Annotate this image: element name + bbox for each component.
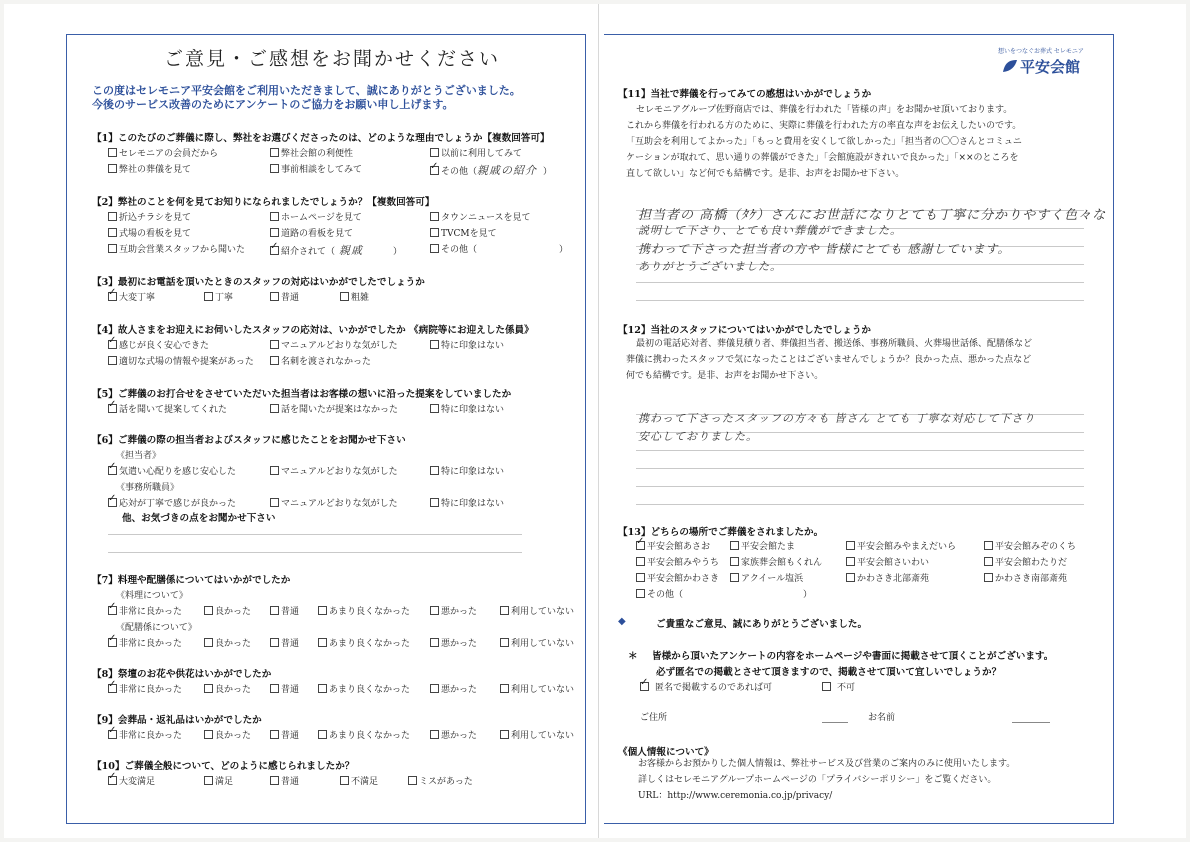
checkbox[interactable] bbox=[500, 638, 509, 647]
q6-staff-opt-no-impression[interactable]: 特に印象はない bbox=[430, 464, 504, 477]
q8-opt-5[interactable]: 利用していない bbox=[500, 682, 574, 695]
q6-staff-opt-caring[interactable]: ✓気遣い心配りを感じ安心した bbox=[108, 464, 236, 477]
brand-tagline: 想いをつなぐお葬式 セレモニア bbox=[998, 48, 1084, 55]
q11-body-1: セレモニアグループ佐野商店では、葬儀を行われた「皆様の声」をお聞かせ頂いております。 bbox=[636, 105, 1013, 115]
checkbox[interactable] bbox=[984, 557, 993, 566]
q2-opt-flyer[interactable]: 折込チラシを見て bbox=[108, 210, 191, 223]
checkbox[interactable] bbox=[636, 573, 645, 582]
q2-opt-sales-staff[interactable]: 互助会営業スタッフから聞いた bbox=[108, 242, 245, 255]
checkbox[interactable] bbox=[500, 606, 509, 615]
address-label: ご住所 bbox=[640, 713, 668, 723]
checkbox-checked[interactable] bbox=[108, 638, 117, 647]
q7-sub-food: 《料理について》 bbox=[116, 591, 188, 601]
q10-opt-very-satisfied[interactable]: ✓大変満足 bbox=[108, 774, 155, 787]
checkbox[interactable] bbox=[822, 682, 831, 691]
q7-serve-opt-0[interactable]: ✓非常に良かった bbox=[108, 636, 182, 649]
q8-opt-2[interactable]: 普通 bbox=[270, 682, 299, 695]
q9-opt-4[interactable]: 悪かった bbox=[430, 728, 477, 741]
q13-opt-other[interactable]: その他（ ） bbox=[636, 587, 812, 600]
q10-opt-dissatisfied[interactable]: 不満足 bbox=[340, 774, 378, 787]
checkbox[interactable] bbox=[270, 684, 279, 693]
q12-line-5[interactable] bbox=[636, 486, 1084, 487]
checkbox[interactable] bbox=[984, 573, 993, 582]
checkbox[interactable] bbox=[430, 148, 439, 157]
q2-opt-other[interactable]: その他（ ） bbox=[430, 242, 568, 255]
q3-opt-very-polite[interactable]: ✓大変丁寧 bbox=[108, 290, 155, 303]
q6-answer-line-2[interactable] bbox=[108, 552, 522, 553]
checkbox[interactable] bbox=[636, 589, 645, 598]
logo-leaf-icon bbox=[1002, 59, 1018, 73]
intro-line-2: 今後のサービス改善のためにアンケートのご協力をお願い申し上げます。 bbox=[92, 98, 454, 111]
q11-handwritten-3: 携わって下さった担当者の方や 皆様にとても 感謝しています。 bbox=[638, 242, 1011, 256]
checkbox[interactable] bbox=[270, 212, 279, 221]
q11-body-2: これから葬儀を行われる方のために、実際に葬儀を行われた方の率直な声をお伝えしたいのです。 bbox=[626, 121, 1022, 131]
q1-opt-convenience[interactable]: 弊社会館の利便性 bbox=[270, 146, 353, 159]
q6-other-label: 他、お気づきの点をお聞かせ下さい bbox=[122, 513, 276, 524]
checkbox[interactable] bbox=[318, 606, 327, 615]
q11-label: 【11】当社で葬儀を行ってみての感想はいかがでしょうか bbox=[618, 89, 872, 100]
q9-opt-0[interactable]: ✓非常に良かった bbox=[108, 728, 182, 741]
q13-opt-kawasaki[interactable]: 平安会館かわさき bbox=[636, 571, 719, 584]
q4-label: 【4】故人さまをお迎えにお伺いしたスタッフの応対は、いかがでしたか 《病院等にお迎えした係員》 bbox=[92, 325, 534, 336]
checkbox-checked[interactable] bbox=[108, 404, 117, 413]
q7-serve-opt-4[interactable]: 悪かった bbox=[430, 636, 477, 649]
checkbox[interactable] bbox=[270, 606, 279, 615]
q1-other-handwritten: 親戚の紹介 bbox=[477, 164, 538, 177]
privacy-line-2: 詳しくはセレモニアグループホームページの「プライバシーポリシー」をご覧ください。 bbox=[638, 775, 997, 785]
q4-opt-no-card[interactable]: 名刺を渡されなかった bbox=[270, 354, 371, 367]
q13-opt-watarida[interactable]: 平安会館わたりだ bbox=[984, 555, 1067, 568]
q4-opt-hall-info[interactable]: 適切な式場の情報や提案があった bbox=[108, 354, 254, 367]
q9-opt-2[interactable]: 普通 bbox=[270, 728, 299, 741]
q7-food-opt-3[interactable]: あまり良くなかった bbox=[318, 604, 410, 617]
checkbox[interactable] bbox=[204, 606, 213, 615]
q7-food-opt-1[interactable]: 良かった bbox=[204, 604, 251, 617]
q7-serve-opt-2[interactable]: 普通 bbox=[270, 636, 299, 649]
q12-line-6[interactable] bbox=[636, 504, 1084, 505]
checkbox[interactable] bbox=[318, 638, 327, 647]
q8-opt-4[interactable]: 悪かった bbox=[430, 682, 477, 695]
checkbox[interactable] bbox=[204, 638, 213, 647]
privacy-url[interactable]: URL：http://www.ceremonia.co.jp/privacy/ bbox=[638, 791, 833, 801]
survey-sheet bbox=[4, 4, 1186, 838]
checkbox[interactable] bbox=[984, 541, 993, 550]
q1-opt-member[interactable]: セレモニアの会員だから bbox=[108, 146, 218, 159]
q3-opt-rough[interactable]: 粗雑 bbox=[340, 290, 369, 303]
q3-opt-normal[interactable]: 普通 bbox=[270, 290, 299, 303]
q8-opt-0[interactable]: ✓非常に良かった bbox=[108, 682, 182, 695]
q5-opt-no-impression[interactable]: 特に印象はない bbox=[430, 402, 504, 415]
q12-body-1: 最初の電話応対者、葬儀見積り者、葬儀担当者、搬送係、事務所職員、火葬場世話係、配膳係など bbox=[636, 339, 1033, 349]
checkbox[interactable] bbox=[430, 498, 439, 507]
q6-office-opt-manual[interactable]: マニュアルどおりな気がした bbox=[270, 496, 398, 509]
q10-opt-mistake[interactable]: ミスがあった bbox=[408, 774, 473, 787]
checkbox[interactable] bbox=[430, 730, 439, 739]
publish-line-1: 皆様から頂いたアンケートの内容をホームページや書面に掲載させて頂くことがございます。 bbox=[652, 651, 1054, 662]
diamond-icon: ◆ bbox=[618, 616, 626, 627]
checkbox[interactable] bbox=[270, 776, 279, 785]
q12-line-4[interactable] bbox=[636, 468, 1084, 469]
checkbox-checked[interactable] bbox=[108, 466, 117, 475]
q6-staff-opt-manual[interactable]: マニュアルどおりな気がした bbox=[270, 464, 398, 477]
checkbox[interactable] bbox=[408, 776, 417, 785]
q11-body-5: 直して欲しい」など何でも結構です。是非、お声をお聞かせ下さい。 bbox=[626, 169, 905, 179]
q12-body-2: 葬儀に携わったスタッフで気になったことはございませんでしょうか？良かった点、悪かった点など bbox=[626, 355, 1032, 365]
q11-body-3: 「互助会を利用してよかった」「もっと費用を安くして欲しかった」「担当者の〇〇さんとコミュニ bbox=[626, 137, 1022, 147]
checkbox[interactable] bbox=[204, 292, 213, 301]
q13-opt-mizonokuchi[interactable]: 平安会館みぞのくち bbox=[984, 539, 1076, 552]
q13-opt-south-saien[interactable]: かわさき南部斎苑 bbox=[984, 571, 1067, 584]
checkbox-checked[interactable] bbox=[430, 166, 439, 175]
q9-opt-3[interactable]: あまり良くなかった bbox=[318, 728, 410, 741]
q11-line-6[interactable] bbox=[636, 300, 1084, 301]
checkbox[interactable] bbox=[500, 730, 509, 739]
publish-opt-no[interactable]: 不可 bbox=[822, 680, 855, 693]
checkbox[interactable] bbox=[500, 684, 509, 693]
q11-handwritten-2: 説明して下さり、とても良い葬儀ができました。 bbox=[638, 224, 902, 237]
checkbox[interactable] bbox=[270, 228, 279, 237]
q7-sub-serving: 《配膳係について》 bbox=[116, 623, 197, 633]
q2-label: 【2】弊社のことを何を見てお知りになられましたでしょうか？【複数回答可】 bbox=[92, 197, 435, 208]
q13-label: 【13】どちらの場所でご葬儀をされましたか。 bbox=[618, 527, 824, 538]
q6-label: 【6】ご葬儀の際の担当者およびスタッフに感じたことをお聞かせ下さい bbox=[92, 435, 406, 446]
q2-opt-homepage[interactable]: ホームページを見て bbox=[270, 210, 362, 223]
checkbox-checked[interactable] bbox=[108, 776, 117, 785]
checkbox[interactable] bbox=[270, 356, 279, 365]
publish-line-2: 必ず匿名での掲載とさせて頂きますので、掲載させて頂いて宜しいでしょうか？ bbox=[656, 667, 1002, 678]
checkbox[interactable] bbox=[108, 228, 117, 237]
q12-handwritten-1: 携わって下さったスタッフの方々も 皆さん とても 丁寧な対応して下さり bbox=[638, 412, 1036, 425]
q6-sub-office: 《事務所職員》 bbox=[116, 483, 180, 493]
q5-label: 【5】ご葬儀のお打合せをさせていただいた担当者はお客様の想いに沿った提案をしていましたか bbox=[92, 389, 512, 400]
name-label: お名前 bbox=[868, 713, 896, 723]
privacy-title: 《個人情報について》 bbox=[618, 747, 714, 758]
q13-opt-asao[interactable]: ✓平安会館あさお bbox=[636, 539, 710, 552]
q12-label: 【12】当社のスタッフについてはいかがでしたでしょうか bbox=[618, 325, 872, 336]
q13-opt-accueil[interactable]: アクイール塩浜 bbox=[730, 571, 803, 584]
checkbox-checked[interactable] bbox=[636, 541, 645, 550]
q1-opt-saw-funeral[interactable]: 弊社の葬儀を見て bbox=[108, 162, 191, 175]
checkbox[interactable] bbox=[204, 730, 213, 739]
q2-opt-tvcm[interactable]: TVCMを見て bbox=[430, 226, 497, 239]
checkbox[interactable] bbox=[430, 404, 439, 413]
q10-opt-normal[interactable]: 普通 bbox=[270, 774, 299, 787]
checkbox[interactable] bbox=[108, 356, 117, 365]
q7-food-opt-5[interactable]: 利用していない bbox=[500, 604, 574, 617]
q12-handwritten-2: 安心しておりました。 bbox=[638, 430, 758, 443]
q7-food-opt-0[interactable]: ✓非常に良かった bbox=[108, 604, 182, 617]
checkbox[interactable] bbox=[270, 730, 279, 739]
q11-handwritten-1: 担当者の 高橋（ﾀｹ）さんにお世話になりとても丁寧に分かりやすく色々な bbox=[638, 208, 1107, 223]
q8-opt-1[interactable]: 良かった bbox=[204, 682, 251, 695]
q6-office-opt-polite[interactable]: ✓応対が丁寧で感じが良かった bbox=[108, 496, 236, 509]
q2-referral-handwritten: 親戚 bbox=[339, 244, 364, 257]
q7-serve-opt-3[interactable]: あまり良くなかった bbox=[318, 636, 410, 649]
thanks-text: ご貴重なご意見、誠にありがとうございました。 bbox=[656, 619, 868, 630]
checkbox-checked[interactable] bbox=[108, 730, 117, 739]
q12-line-3[interactable] bbox=[636, 450, 1084, 451]
q9-opt-5[interactable]: 利用していない bbox=[500, 728, 574, 741]
q4-opt-manual[interactable]: マニュアルどおりな気がした bbox=[270, 338, 398, 351]
q6-answer-line-1[interactable] bbox=[108, 534, 522, 535]
checkbox[interactable] bbox=[430, 340, 439, 349]
checkbox[interactable] bbox=[108, 244, 117, 253]
q2-opt-referral[interactable]: ✓ 紹介されて（ 親戚 ） bbox=[270, 242, 402, 258]
brand-logo bbox=[1002, 58, 1018, 77]
q7-food-opt-2[interactable]: 普通 bbox=[270, 604, 299, 617]
checkbox[interactable] bbox=[430, 212, 439, 221]
privacy-line-1: お客様からお預かりした個人情報は、弊社サービス及び営業のご案内のみに使用いたします。 bbox=[638, 759, 1016, 769]
q1-opt-used-before[interactable]: 以前に利用してみて bbox=[430, 146, 522, 159]
checkbox-checked[interactable] bbox=[108, 606, 117, 615]
checkbox[interactable] bbox=[108, 212, 117, 221]
checkbox-checked[interactable] bbox=[108, 292, 117, 301]
q2-opt-road-sign[interactable]: 道路の看板を見て bbox=[270, 226, 353, 239]
checkbox-checked[interactable] bbox=[108, 498, 117, 507]
q11-handwritten-4: ありがとうございました。 bbox=[638, 260, 782, 273]
publish-opt-anonymous[interactable]: ✓匿名で掲載するのであれば可 bbox=[640, 680, 772, 693]
page-fold bbox=[598, 4, 599, 838]
checkbox[interactable] bbox=[270, 466, 279, 475]
checkbox[interactable] bbox=[340, 292, 349, 301]
checkbox[interactable] bbox=[270, 148, 279, 157]
checkbox[interactable] bbox=[270, 292, 279, 301]
q1-label: 【1】このたびのご葬儀に際し、弊社をお選びくださったのは、どのような理由でしょうか【複数回答可】 bbox=[92, 133, 550, 144]
q10-label: 【10】ご葬儀全般について、どのように感じられましたか？ bbox=[92, 761, 355, 772]
q6-sub-staff: 《担当者》 bbox=[116, 451, 162, 461]
address-field[interactable] bbox=[822, 722, 848, 723]
q13-opt-saiwai[interactable]: 平安会館さいわい bbox=[846, 555, 929, 568]
checkbox[interactable] bbox=[430, 244, 439, 253]
page-title: ご意見・ご感想をお聞かせください bbox=[164, 48, 501, 70]
checkbox[interactable] bbox=[730, 557, 739, 566]
q4-opt-no-impression[interactable]: 特に印象はない bbox=[430, 338, 504, 351]
q13-opt-mokuren[interactable]: 家族葬会館もくれん bbox=[730, 555, 822, 568]
q11-line-5[interactable] bbox=[636, 282, 1084, 283]
q3-label: 【3】最初にお電話を頂いたときのスタッフの対応はいかがでしたでしょうか bbox=[92, 277, 425, 288]
intro-line-1: この度はセレモニア平安会館をご利用いただきまして、誠にありがとうございました。 bbox=[92, 84, 521, 97]
asterisk-icon: ＊ bbox=[628, 651, 638, 662]
q7-label: 【7】料理や配膳係についてはいかがでしたか bbox=[92, 575, 291, 586]
q13-opt-tama[interactable]: 平安会館たま bbox=[730, 539, 795, 552]
checkbox[interactable] bbox=[430, 638, 439, 647]
q5-opt-no-proposal[interactable]: 話を聞いたが提案はなかった bbox=[270, 402, 398, 415]
q2-opt-town-news[interactable]: タウンニュースを見て bbox=[430, 210, 531, 223]
q8-label: 【8】祭壇のお花や供花はいかがでしたか bbox=[92, 669, 272, 680]
checkbox[interactable] bbox=[430, 606, 439, 615]
q1-opt-consult[interactable]: 事前相談をしてみて bbox=[270, 162, 362, 175]
q10-opt-satisfied[interactable]: 満足 bbox=[204, 774, 233, 787]
checkbox[interactable] bbox=[204, 684, 213, 693]
checkbox[interactable] bbox=[108, 164, 117, 173]
q9-opt-1[interactable]: 良かった bbox=[204, 728, 251, 741]
checkbox-checked[interactable] bbox=[270, 246, 279, 255]
q7-serve-opt-1[interactable]: 良かった bbox=[204, 636, 251, 649]
checkbox-checked[interactable] bbox=[640, 682, 649, 691]
checkbox-checked[interactable] bbox=[108, 684, 117, 693]
q13-opt-north-saien[interactable]: かわさき北部斎苑 bbox=[846, 571, 929, 584]
q12-body-3: 何でも結構です。是非、お声をお聞かせ下さい。 bbox=[626, 371, 824, 381]
q2-opt-hall-sign[interactable]: 式場の看板を見て bbox=[108, 226, 191, 239]
checkbox[interactable] bbox=[270, 638, 279, 647]
q4-opt-reassured[interactable]: ✓感じが良く安心できた bbox=[108, 338, 209, 351]
q13-opt-miyauchi[interactable]: 平安会館みやうち bbox=[636, 555, 719, 568]
checkbox[interactable] bbox=[270, 404, 279, 413]
q7-serve-opt-5[interactable]: 利用していない bbox=[500, 636, 574, 649]
checkbox[interactable] bbox=[318, 730, 327, 739]
q13-opt-miyamaedaira[interactable]: 平安会館みやまえだいら bbox=[846, 539, 956, 552]
name-field[interactable] bbox=[1012, 722, 1050, 723]
q3-opt-polite[interactable]: 丁寧 bbox=[204, 290, 233, 303]
q7-food-opt-4[interactable]: 悪かった bbox=[430, 604, 477, 617]
q6-office-opt-no-impression[interactable]: 特に印象はない bbox=[430, 496, 504, 509]
checkbox[interactable] bbox=[846, 557, 855, 566]
checkbox[interactable] bbox=[270, 340, 279, 349]
checkbox[interactable] bbox=[730, 541, 739, 550]
checkbox[interactable] bbox=[430, 684, 439, 693]
checkbox-checked[interactable] bbox=[108, 340, 117, 349]
q1-opt-other[interactable]: ✓ その他（親戚の紹介 ） bbox=[430, 162, 552, 178]
checkbox[interactable] bbox=[430, 466, 439, 475]
q9-label: 【9】会葬品・返礼品はいかがでしたか bbox=[92, 715, 262, 726]
checkbox[interactable] bbox=[270, 164, 279, 173]
checkbox[interactable] bbox=[430, 228, 439, 237]
checkbox[interactable] bbox=[204, 776, 213, 785]
checkbox[interactable] bbox=[318, 684, 327, 693]
brand-name: 平安会館 bbox=[1020, 58, 1081, 76]
checkbox[interactable] bbox=[846, 541, 855, 550]
q8-opt-3[interactable]: あまり良くなかった bbox=[318, 682, 410, 695]
checkbox[interactable] bbox=[730, 573, 739, 582]
checkbox[interactable] bbox=[340, 776, 349, 785]
checkbox[interactable] bbox=[846, 573, 855, 582]
checkbox[interactable] bbox=[270, 498, 279, 507]
q5-opt-proposed[interactable]: ✓話を聞いて提案してくれた bbox=[108, 402, 227, 415]
checkbox[interactable] bbox=[636, 557, 645, 566]
q11-body-4: ケーションが取れて、思い通りの葬儀ができた」「会館施設がきれいで良かった」「××のところを bbox=[626, 153, 1019, 163]
checkbox[interactable] bbox=[108, 148, 117, 157]
